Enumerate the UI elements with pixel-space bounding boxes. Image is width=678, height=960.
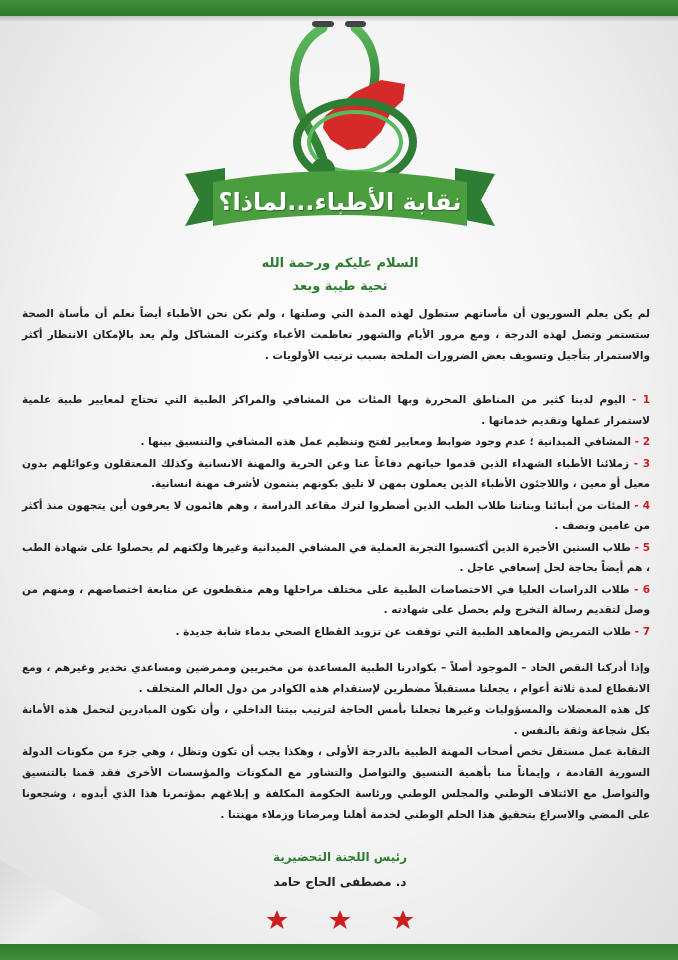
star-icon — [393, 910, 414, 929]
item-number: 6 - — [634, 583, 650, 596]
list-item — [22, 390, 650, 431]
list-item — [22, 454, 650, 495]
item-text: طلاب الدراسات العليا في الاختصاصات الطبية على مختلف مراحلها وهم منقطعون عن متابعة اختصاصهم ، ومنهم من وصل لتقديم رسالة التخرج ولم يحصل على شهادته . — [22, 583, 650, 616]
item-text: المشافي الميدانية ؛ عدم وجود ضوابط ومعايير لفتح وتنظيم عمل هذه المشافي والتنسيق بينها . — [140, 436, 635, 448]
signature-role: رئيس اللجنة التحضيرية — [272, 850, 408, 864]
item-number: 3 - — [633, 457, 650, 470]
item-number: 1 - — [631, 394, 650, 406]
item-text: المئات من أبنائنا وبناتنا طلاب الطب الذين أضطروا لترك مقاعد الدراسة ، وهم هائمون لا يعرفون أين يتجهون منذ أكثر من عامين ونصف . — [22, 499, 650, 532]
intro-paragraph: لم يكن يعلم السوريون أن مأساتهم ستطول لهذه المدة التي وصلتها ، ولم نكن نحن الأطباء أيضاً نعلم أن مأساة الصحة ستستمر وتصل لهذه الدرجة ، ومع مرور الأيام والشهور تعاظمت الأعباء وكثرت المشاكل ولم يعد بالإمكان الانتظار أكثر والاستمرار بتأجيل وتسويف بعض الضرورات الملحة بسبب ترتيب الأولويات . — [22, 308, 650, 362]
body-section — [22, 658, 650, 826]
item-number: 2 - — [634, 436, 650, 448]
signature-name: د. مصطفى الحاج حامد — [273, 875, 407, 889]
list-item — [22, 580, 650, 621]
list-item — [22, 622, 650, 643]
item-text: طلاب التمريض والمعاهد الطبية التي توقفت عن تزويد القطاع الصحي بدماء شابة جديدة . — [175, 625, 635, 638]
list-item — [22, 538, 650, 579]
greeting-secondary: تحية طيبة وبعد — [292, 279, 388, 294]
item-number: 4 - — [634, 499, 650, 512]
star-icon — [330, 910, 351, 929]
item-number: 7 - — [634, 625, 650, 638]
item-text: طلاب السنين الأخيرة الذين أكتسبوا التجربة العملية في المشافي الميدانية وغيرها ولكنهم لم يحصلوا على شهادة الطب ، هم أيضاً بحاجة لحل إسعافي عاجل . — [22, 541, 650, 574]
body-paragraph: النقابة عمل مستقل تخص أصحاب المهنة الطبية بالدرجة الأولى ، وهكذا يجب أن تكون وتظل ، وهي جزء من مكونات الدولة السورية القادمة ، وإيماناً منا بأهمية التنسيق والتواصل والتشاور مع المكونات والمؤسسات الأخرى فقد قمنا بالتنسيق والتواصل مع الائتلاف الوطني والمجلس الوطني ورئاسة الحكومة المكلفة و إبلاغهم بمؤتمرنا هذا الذي أيدوه ، وشجعونا على المضي والاسراع بتحقيق هذا الحلم الوطني لخدمة أهلنا ومرضانا وزملاء مهنتنا . — [22, 746, 650, 821]
item-number: 5 - — [634, 541, 650, 554]
issues-list — [22, 390, 650, 643]
top-green-band — [0, 0, 678, 16]
list-item — [22, 496, 650, 537]
greeting: السلام عليكم ورحمة الله — [261, 256, 419, 271]
star-icon — [267, 910, 288, 929]
page-title: نقابة الأطباء...لماذا؟ — [218, 188, 462, 216]
body-paragraph: كل هذه المعضلات والمسؤوليات وغيرها تجعلنا بأمس الحاجة لترتيب بيتنا الداخلي ، وأن نكون المبادرين لتحمل هذه الأمانة بكل شجاعة وثقة بالنفس . — [22, 704, 650, 737]
page-curl-decoration — [0, 860, 150, 944]
bottom-green-band — [0, 944, 678, 960]
body-paragraph: وإذا أدركنا النقص الحاد – الموجود أصلاً – بكوادرنا الطبية المساعدة من مخبريين وممرضين ومساعدي تخدير وغيرهم ، ومع الانقطاع لمدة ثلاثة أعوام ، يجعلنا مستقبلاً مضطرين لإستقدام هذه الكوادر من دول العالم المتخلف . — [22, 662, 650, 695]
list-item — [22, 432, 650, 453]
item-text: اليوم لدينا كثير من المناطق المحررة وبها المئات من المشافي والمراكز الطبية التي تحتاج لمعايير طبية علمية لاستمرار عملها وتقديم خدماتها . — [22, 394, 650, 427]
item-text: زملائنا الأطباء الشهداء الذين قدموا حياتهم دفاعاً عنا وعن الحرية والمهنة الانسانية وكذلك المعتقلون وعوائلهم بدون معيل أو معين ، واللاجئون الأطباء الذين يعملون بمهن لا تليق بكونهم ينتمون لأشرف مهنة انسانية. — [22, 457, 650, 490]
stars-decoration — [265, 908, 415, 932]
